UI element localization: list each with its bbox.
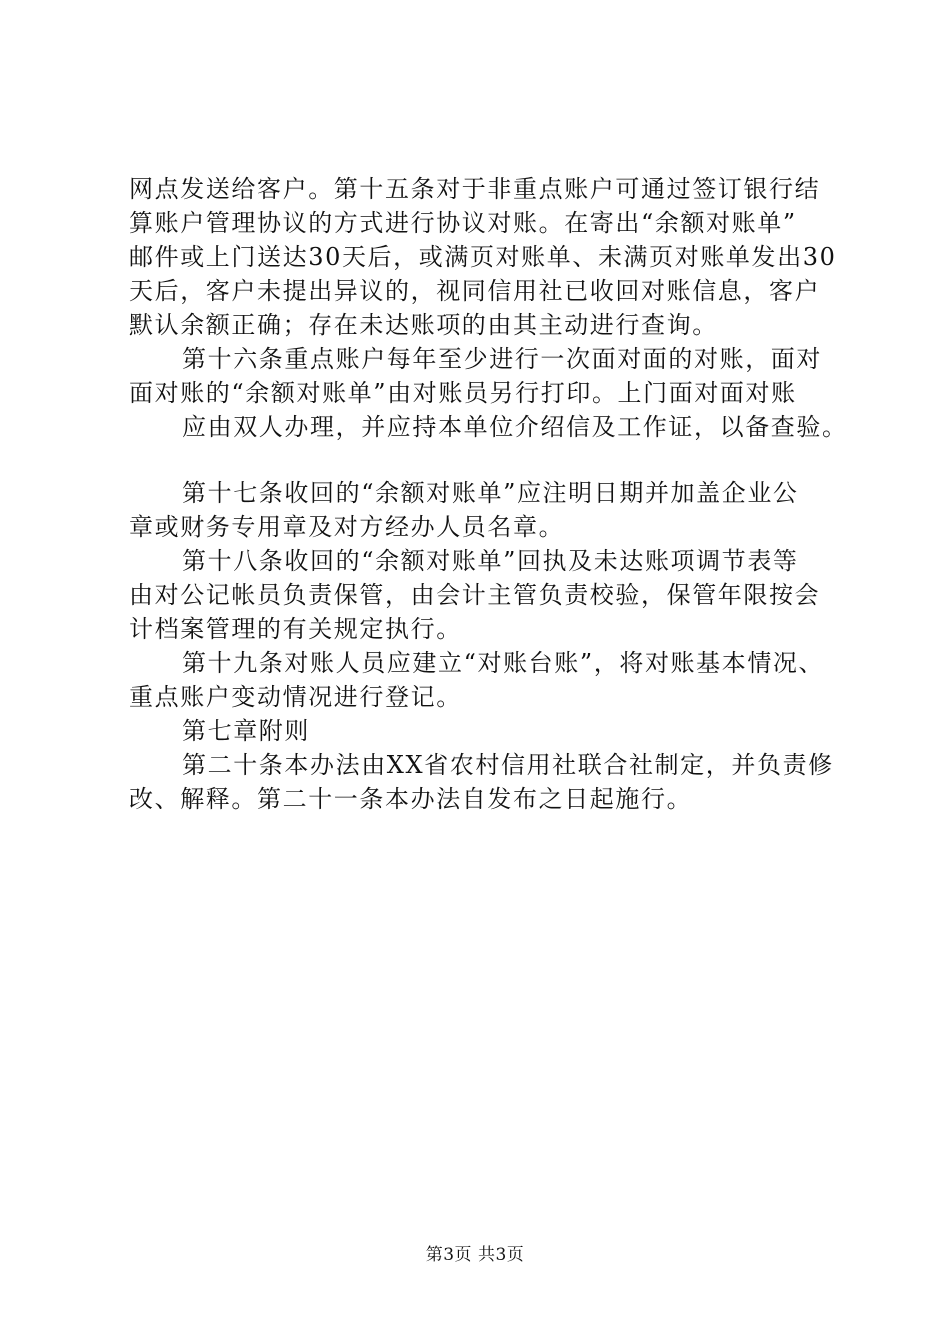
- text-line: 改、解释。第二十一条本办法自发布之日起施行。: [129, 785, 693, 813]
- text-line: 第十七条收回的“余额对账单”应注明日期并加盖企业公: [182, 479, 799, 507]
- text-line: 邮件或上门送达30天后，或满页对账单、未满页对账单发出30: [129, 243, 837, 271]
- chapter-heading: 第七章附则: [182, 717, 310, 745]
- text-line: 第二十条本办法由XX省农村信用社联合社制定，并负责修: [182, 751, 834, 779]
- text-line: 由对公记帐员负责保管，由会计主管负责校验，保管年限按会: [129, 581, 821, 609]
- page-footer: 第3页 共3页: [425, 1245, 525, 1265]
- text-line: 第十九条对账人员应建立“对账台账”，将对账基本情况、: [182, 649, 825, 677]
- text-line: 面对账的“余额对账单”由对账员另行打印。上门面对面对账: [129, 379, 797, 407]
- text-line: 应由双人办理，并应持本单位介绍信及工作证，以备查验。: [182, 413, 848, 441]
- text-line: 重点账户变动情况进行登记。: [129, 683, 462, 711]
- text-line: 第十六条重点账户每年至少进行一次面对面的对账，面对: [182, 345, 822, 373]
- text-line: 天后，客户未提出异议的，视同信用社已收回对账信息，客户: [129, 277, 821, 305]
- text-line: 算账户管理协议的方式进行协议对账。在寄出“余额对账单”: [129, 209, 797, 237]
- text-line: 网点发送给客户。第十五条对于非重点账户可通过签订银行结: [129, 175, 821, 203]
- document-body: [129, 172, 848, 816]
- paragraph-gap: [129, 444, 829, 476]
- text-line: 默认余额正确；存在未达账项的由其主动进行查询。: [129, 311, 718, 339]
- text-line: 计档案管理的有关规定执行。: [129, 615, 462, 643]
- text-line: 章或财务专用章及对方经办人员名章。: [129, 513, 565, 541]
- text-line: 第十八条收回的“余额对账单”回执及未达账项调节表等: [182, 547, 799, 575]
